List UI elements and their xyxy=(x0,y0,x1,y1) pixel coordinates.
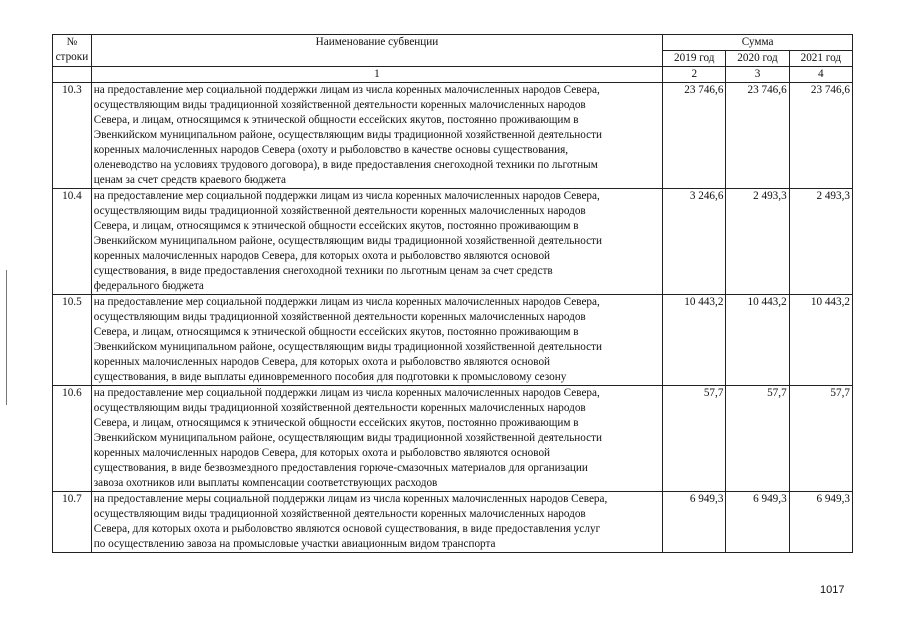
description-line: осуществляющим виды традиционной хозяйственной деятельности коренных малочисленных народов xyxy=(93,205,586,217)
header-sum: Сумма xyxy=(663,35,853,51)
subvention-description xyxy=(91,492,662,553)
description-line: Эвенкийском муниципальном районе, осуществляющим виды традиционной хозяйственной деятельности xyxy=(93,129,603,141)
table-row xyxy=(53,295,853,386)
description-line: Эвенкийском муниципальном районе, осуществляющим виды традиционной хозяйственной деятельности xyxy=(93,432,603,444)
description-line: по осуществлению завоза на промысловые участки авиационным видом транспорта xyxy=(93,538,496,550)
description-line: осуществляющим виды традиционной хозяйственной деятельности коренных малочисленных народов xyxy=(93,508,586,520)
amount-2019: 3 246,6 xyxy=(663,189,726,295)
amount-2020: 2 493,3 xyxy=(726,189,789,295)
subvention-description xyxy=(91,189,662,295)
amount-2021: 23 746,6 xyxy=(789,83,852,189)
description-line: на предоставление меры социальной поддержки лицам из числа коренных малочисленных народов Севера, xyxy=(93,493,608,505)
amount-2019: 6 949,3 xyxy=(663,492,726,553)
description-line: коренных малочисленных народов Севера, для которых охота и рыболовство являются основой xyxy=(93,356,551,368)
row-number: 10.6 xyxy=(53,386,92,492)
index-cell: 4 xyxy=(789,67,852,83)
page-number: 1017 xyxy=(820,584,845,596)
subvention-description xyxy=(91,386,662,492)
description-line: Севера, и лицам, относящимся к этнической общности ессейских якутов, постоянно проживающим в xyxy=(93,326,579,338)
amount-2020: 6 949,3 xyxy=(726,492,789,553)
description-line: осуществляющим виды традиционной хозяйственной деятельности коренных малочисленных народов xyxy=(93,311,586,323)
description-line: существования, в виде безвозмездного предоставления горюче-смазочных материалов для организации xyxy=(93,462,588,474)
description-line: ценам за счет средств краевого бюджета xyxy=(93,174,286,186)
amount-2020: 23 746,6 xyxy=(726,83,789,189)
amount-2020: 10 443,2 xyxy=(726,295,789,386)
table-body xyxy=(53,83,853,553)
row-number: 10.7 xyxy=(53,492,92,553)
subvention-description xyxy=(91,295,662,386)
description-line: Эвенкийском муниципальном районе, осуществляющим виды традиционной хозяйственной деятельности xyxy=(93,341,603,353)
margin-rule xyxy=(6,270,7,405)
table-row xyxy=(53,386,853,492)
header-year-2020: 2020 год xyxy=(726,51,789,67)
description-line: федерального бюджета xyxy=(93,280,204,292)
table-row xyxy=(53,189,853,295)
amount-2020: 57,7 xyxy=(726,386,789,492)
description-line: существования, в виде выплаты единовременного пособия для подготовки к промысловому сезону xyxy=(93,371,567,383)
description-line: Эвенкийском муниципальном районе, осуществляющим виды традиционной хозяйственной деятельности xyxy=(93,235,603,247)
table-row xyxy=(53,83,853,189)
description-line: на предоставление мер социальной поддержки лицам из числа коренных малочисленных народов Севера, xyxy=(93,387,600,399)
description-line: коренных малочисленных народов Севера (охоту и рыболовство в качестве основы существования, xyxy=(93,144,569,156)
index-cell: 3 xyxy=(726,67,789,83)
amount-2019: 23 746,6 xyxy=(663,83,726,189)
description-line: осуществляющим виды традиционной хозяйственной деятельности коренных малочисленных народов xyxy=(93,402,586,414)
description-line: на предоставление мер социальной поддержки лицам из числа коренных малочисленных народов Севера, xyxy=(93,84,600,96)
row-number: 10.3 xyxy=(53,83,92,189)
description-line: Севера, и лицам, относящимся к этнической общности ессейских якутов, постоянно проживающим в xyxy=(93,417,579,429)
header-year-2019: 2019 год xyxy=(663,51,726,67)
description-line: Севера, для которых охота и рыболовство являются основой существования, в виде предоставления услуг xyxy=(93,523,601,535)
header-row-number-symbol: № xyxy=(66,36,78,48)
amount-2019: 57,7 xyxy=(663,386,726,492)
header-subvention-name: Наименование субвенции xyxy=(91,35,662,67)
description-line: Севера, и лицам, относящимся к этнической общности ессейских якутов, постоянно проживающим в xyxy=(93,220,579,232)
amount-2021: 57,7 xyxy=(789,386,852,492)
header-row-number-label: строки xyxy=(55,51,89,63)
description-line: на предоставление мер социальной поддержки лицам из числа коренных малочисленных народов Севера, xyxy=(93,190,600,202)
description-line: существования, в виде предоставления снегоходной техники по льготным ценам за счет средств xyxy=(93,265,553,277)
description-line: Севера, и лицам, относящимся к этнической общности ессейских якутов, постоянно проживающим в xyxy=(93,114,579,126)
amount-2021: 10 443,2 xyxy=(789,295,852,386)
row-number: 10.4 xyxy=(53,189,92,295)
description-line: завоза охотников или выплаты компенсации соответствующих расходов xyxy=(93,477,438,489)
description-line: коренных малочисленных народов Севера, для которых охота и рыболовство являются основой xyxy=(93,250,551,262)
description-line: осуществляющим виды традиционной хозяйственной деятельности коренных малочисленных народов xyxy=(93,99,586,111)
index-cell: 2 xyxy=(663,67,726,83)
subvention-description xyxy=(91,83,662,189)
description-line: на предоставление мер социальной поддержки лицам из числа коренных малочисленных народов Севера, xyxy=(93,296,600,308)
table-row xyxy=(53,492,853,553)
description-line: коренных малочисленных народов Севера, для которых охота и рыболовство являются основой xyxy=(93,447,551,459)
header-row-number xyxy=(53,35,92,67)
amount-2019: 10 443,2 xyxy=(663,295,726,386)
amount-2021: 2 493,3 xyxy=(789,189,852,295)
description-line: оленеводство на условиях трудового договора), в виде предоставления снегоходной техники по льготным xyxy=(93,159,598,171)
row-number: 10.5 xyxy=(53,295,92,386)
subventions-table xyxy=(52,34,853,553)
amount-2021: 6 949,3 xyxy=(789,492,852,553)
index-cell: 1 xyxy=(91,67,662,83)
index-cell xyxy=(53,67,92,83)
header-year-2021: 2021 год xyxy=(789,51,852,67)
